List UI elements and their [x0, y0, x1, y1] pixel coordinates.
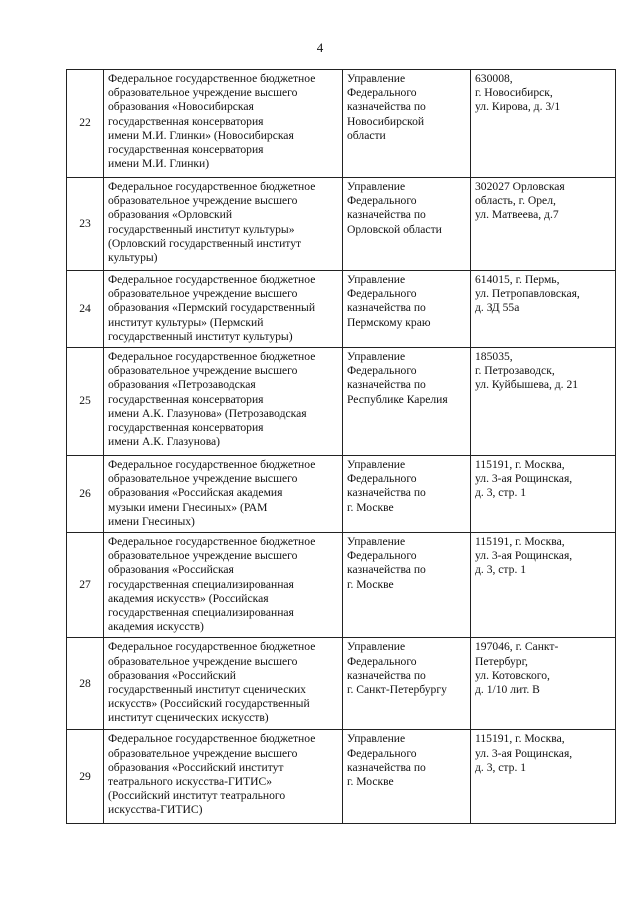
address: 197046, г. Санкт- Петербург, ул. Котовского, д. 1/10 лит. В	[475, 640, 559, 697]
institutions-table	[66, 69, 616, 824]
treasury-office: Управление Федерального казначейства по Новосибирской области	[347, 72, 426, 142]
address-cell	[471, 70, 616, 178]
institution-name-cell	[104, 271, 343, 348]
treasury-cell	[343, 456, 471, 533]
address-cell	[471, 178, 616, 271]
institution-name-cell	[104, 456, 343, 533]
table-row	[67, 70, 616, 178]
row-number: 25	[67, 348, 104, 456]
treasury-cell	[343, 730, 471, 824]
treasury-office: Управление Федерального казначейства по г. Москве	[347, 458, 426, 514]
address: 115191, г. Москва, ул. 3-ая Рощинская, д. 3, стр. 1	[475, 458, 573, 500]
table-row	[67, 730, 616, 824]
treasury-cell	[343, 271, 471, 348]
institution-name: Федеральное государственное бюджетное образовательное учреждение высшего образования «Новосибирская государственная консерватория имени М.И. Глинки» (Новосибирская государственная консерватория имени М.И. Глинки)	[108, 72, 316, 171]
table-row	[67, 533, 616, 638]
row-number: 27	[67, 533, 104, 638]
institution-name-cell	[104, 178, 343, 271]
treasury-office: Управление Федерального казначейства по г. Москве	[347, 535, 426, 591]
address-cell	[471, 730, 616, 824]
institution-name: Федеральное государственное бюджетное образовательное учреждение высшего образования «Петрозаводская государственная консерватория имени А.К. Глазунова» (Петрозаводская государственная консерватория имени А.К. Глазунова)	[108, 350, 316, 449]
treasury-office: Управление Федерального казначейства по Республике Карелия	[347, 350, 448, 406]
treasury-cell	[343, 178, 471, 271]
treasury-cell	[343, 638, 471, 730]
address-cell	[471, 533, 616, 638]
address: 302027 Орловская область, г. Орел, ул. Матвеева, д.7	[475, 180, 565, 222]
institution-name: Федеральное государственное бюджетное образовательное учреждение высшего образования «Российский государственный институт сценических искусств» (Российский государственный институт сценических искусств)	[108, 640, 316, 725]
row-number: 26	[67, 456, 104, 533]
table-row	[67, 638, 616, 730]
row-number: 23	[67, 178, 104, 271]
treasury-office: Управление Федерального казначейства по Пермскому краю	[347, 273, 431, 329]
row-number: 29	[67, 730, 104, 824]
institution-name-cell	[104, 348, 343, 456]
treasury-cell	[343, 533, 471, 638]
institution-name: Федеральное государственное бюджетное образовательное учреждение высшего образования «Российская академия музыки имени Гнесиных» (РАМ имени Гнесиных)	[108, 458, 316, 528]
row-number: 28	[67, 638, 104, 730]
table-row	[67, 456, 616, 533]
address-cell	[471, 638, 616, 730]
institution-name: Федеральное государственное бюджетное образовательное учреждение высшего образования «Орловский государственный институт культуры» (Орловский государственный институт культуры)	[108, 180, 316, 265]
address-cell	[471, 456, 616, 533]
address-cell	[471, 348, 616, 456]
page-number: 4	[316, 40, 324, 55]
institution-name: Федеральное государственное бюджетное образовательное учреждение высшего образования «Российская государственная специализированная академия искусств» (Российская государственная специализированная академия искусств)	[108, 535, 316, 634]
treasury-office: Управление Федерального казначейства по Орловской области	[347, 180, 442, 236]
address: 115191, г. Москва, ул. 3-ая Рощинская, д. 3, стр. 1	[475, 732, 573, 774]
treasury-office: Управление Федерального казначейства по г. Москве	[347, 732, 426, 789]
table-row	[67, 178, 616, 271]
address: 630008, г. Новосибирск, ул. Кирова, д. 3/1	[475, 72, 561, 114]
treasury-cell	[343, 70, 471, 178]
row-number: 24	[67, 271, 104, 348]
table-row	[67, 271, 616, 348]
treasury-office: Управление Федерального казначейства по г. Санкт-Петербургу	[347, 640, 447, 697]
institution-name-cell	[104, 533, 343, 638]
table-row	[67, 348, 616, 456]
address-cell	[471, 271, 616, 348]
institution-name-cell	[104, 70, 343, 178]
institution-name: Федеральное государственное бюджетное образовательное учреждение высшего образования «Пермский государственный институт культуры» (Пермский государственный институт культуры)	[108, 273, 316, 343]
row-number: 22	[67, 70, 104, 178]
institution-name-cell	[104, 730, 343, 824]
address: 614015, г. Пермь, ул. Петропавловская, д. ЗД 55а	[475, 273, 580, 315]
institution-name-cell	[104, 638, 343, 730]
treasury-cell	[343, 348, 471, 456]
address: 115191, г. Москва, ул. 3-ая Рощинская, д. 3, стр. 1	[475, 535, 573, 577]
institution-name: Федеральное государственное бюджетное образовательное учреждение высшего образования «Российский институт театрального искусства-ГИТИС» (Российский институт театрального искусства-ГИТИС)	[108, 732, 316, 817]
address: 185035, г. Петрозаводск, ул. Куйбышева, д. 21	[475, 350, 579, 392]
